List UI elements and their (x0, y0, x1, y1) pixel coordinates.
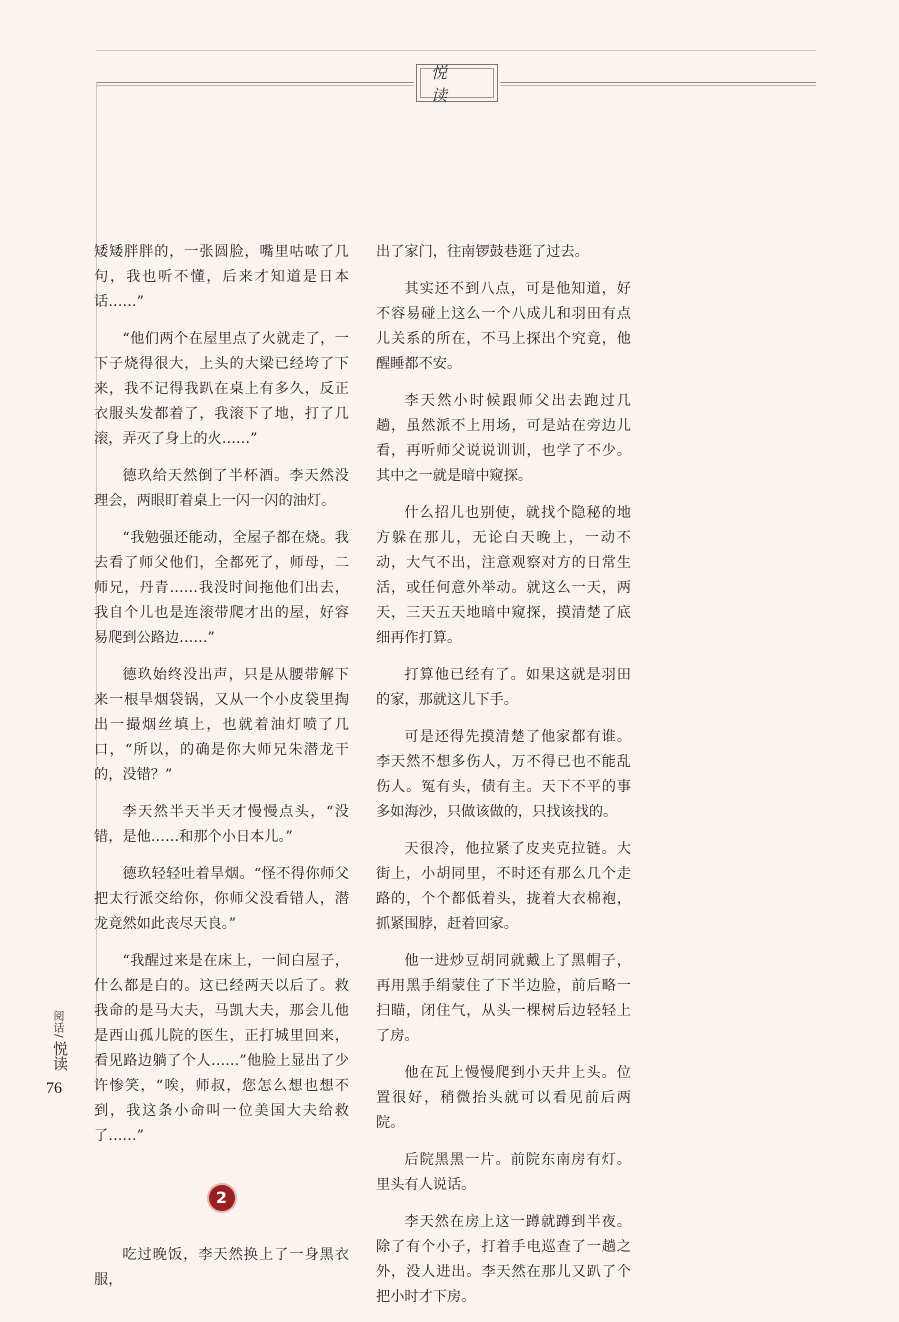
header-rule-right-inner (500, 85, 816, 86)
paragraph: 他一进炒豆胡同就戴上了黑帽子，再用黑手绢蒙住了下半边脸，前后略一扫瞄，闭住气，从头一棵树后边轻轻上了房。 (376, 953, 631, 1044)
top-rule (96, 50, 816, 51)
right-text-column (376, 240, 631, 1322)
paragraph: 打算他已经有了。如果这就是羽田的家，那就这儿下手。 (376, 667, 631, 708)
side-label-big: 悦读 (51, 1040, 69, 1071)
left-text-column (94, 240, 349, 1305)
paragraph: 德玖给天然倒了半杯酒。李天然没理会，两眼盯着桌上一闪一闪的油灯。 (94, 468, 349, 509)
paragraph: 李天然小时候跟师父出去跑过几趟，虽然派不上用场，可是站在旁边儿看，再听师父说说训训，也学了不少。其中之一就是暗中窥探。 (376, 393, 631, 484)
side-column-label (50, 1010, 70, 1071)
section-header-box (416, 63, 498, 105)
paragraph: “他们两个在屋里点了火就走了，一下子烧得很大，上头的大梁已经垮了下来，我不记得我趴在桌上有多久，反正衣服头发都着了，我滚下了地，打了几滚，弄灭了身上的火……” (94, 331, 349, 447)
section-number-badge: 2 (209, 1185, 235, 1211)
paragraph: 德玖始终没出声，只是从腰带解下来一根旱烟袋锅，又从一个小皮袋里掏出一撮烟丝填上，也就着油灯喷了几口，“所以，的确是你大师兄朱潜龙干的，没错？” (94, 667, 349, 783)
paragraph: “我勉强还能动，全屋子都在烧。我去看了师父他们，全都死了，师母，二师兄，丹青……我没时间拖他们出去，我自个儿也是连滚带爬才出的屋，好容易爬到公路边……” (94, 530, 349, 646)
paragraph: 他在瓦上慢慢爬到小天井上头。位置很好，稍微抬头就可以看见前后两院。 (376, 1065, 631, 1131)
paragraph: 李天然在房上这一蹲就蹲到半夜。除了有个小子，打着手电巡查了一趟之外，没人进出。李天然在那儿又趴了个把小时才下房。 (376, 1214, 631, 1305)
header-rule-left-inner (96, 85, 414, 86)
paragraph: 吃过晚饭，李天然换上了一身黑衣服， (94, 1247, 349, 1288)
paragraph: 可是还得先摸清楚了他家都有谁。李天然不想多伤人，万不得已也不能乱伤人。冤有头，债有主。天下不平的事多如海沙，只做该做的，只找该找的。 (376, 729, 631, 820)
paragraph: 什么招儿也别使，就找个隐秘的地方躲在那儿，无论白天晚上，一动不动，大气不出，注意观察对方的日常生活，或任何意外举动。就这么一天，两天，三天五天地暗中窥探，摸清楚了底细再作打算。 (376, 505, 631, 646)
paragraph: 出了家门，往南锣鼓巷逛了过去。 (376, 244, 589, 260)
side-label-small: 阅话/ (52, 1010, 65, 1039)
paragraph: 李天然半天半天才慢慢点头，“没错，是他……和那个小日本儿。” (94, 804, 349, 845)
paragraph: 其实还不到八点，可是他知道，好不容易碰上这么一个八成儿和羽田有点儿关系的所在，不马上探出个究竟，他醒睡都不安。 (376, 281, 631, 372)
paragraph: 天很冷，他拉紧了皮夹克拉链。大街上，小胡同里，不时还有那么几个走路的，个个都低着头，拢着大衣棉袍，抓紧围脖，赶着回家。 (376, 841, 631, 932)
paragraph: 矮矮胖胖的，一张圆脸，嘴里咕哝了几句，我也听不懂，后来才知道是日本话……” (94, 244, 349, 310)
header-rule-left (96, 82, 414, 83)
paragraph: 后院黑黑一片。前院东南房有灯。里头有人说话。 (376, 1152, 631, 1193)
paragraph: 德玖轻轻吐着旱烟。“怪不得你师父把太行派交给你，你师父没看错人，潜龙竟然如此丧尽天良。” (94, 866, 349, 932)
header-rule-right (500, 82, 816, 83)
paragraph: “我醒过来是在床上，一间白屋子，什么都是白的。这已经两天以后了。救我命的是马大夫，马凯大夫，那会儿他是西山孤儿院的医生，正打城里回来，看见路边躺了个人……”他脸上显出了少许惨笑，“唉，师叔，您怎么想也想不到，我这条小命叫一位美国大夫给救了……” (94, 953, 349, 1144)
page-number: 76 (46, 1080, 62, 1097)
section-title: 悦 读 (431, 63, 458, 105)
